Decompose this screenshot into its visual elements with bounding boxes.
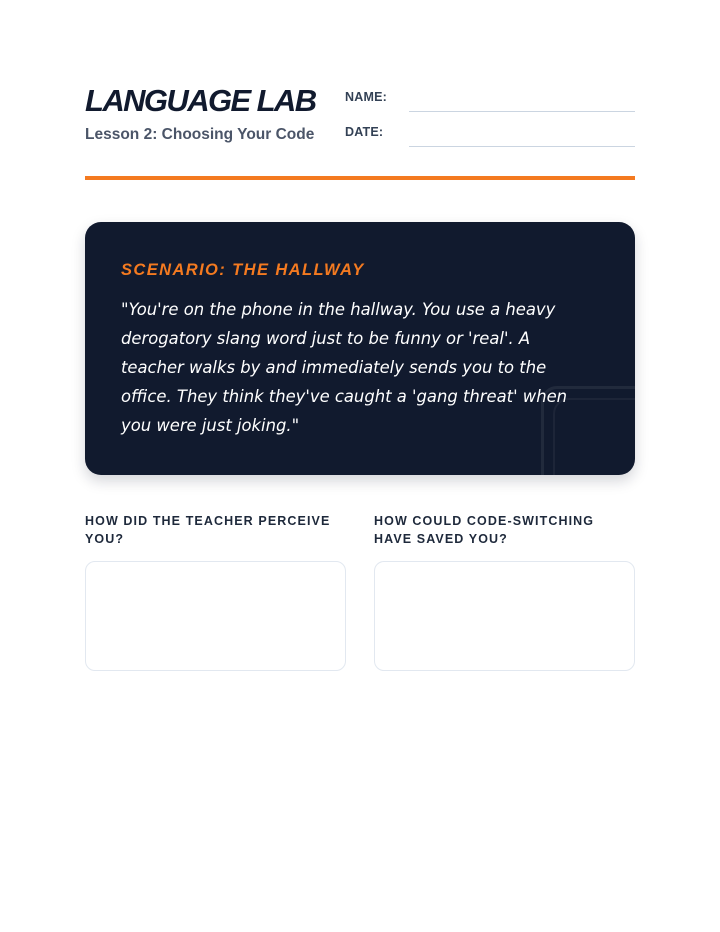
page-title: LANGUAGE LAB — [85, 83, 316, 118]
worksheet-header — [85, 82, 635, 152]
header-divider — [85, 176, 635, 180]
answer-box-code-switching[interactable] — [374, 561, 635, 671]
date-field[interactable] — [345, 121, 635, 149]
lesson-subtitle: Lesson 2: Choosing Your Code — [85, 126, 315, 143]
scenario-heading: SCENARIO: THE HALLWAY — [121, 261, 365, 279]
answer-box-teacher-perception[interactable] — [85, 561, 346, 671]
scenario-quote: "You're on the phone in the hallway. You use a heavy derogatory slang word just to be funny or 'real'. A teacher walks by and immediately sends you to the office. They think they've caught a 'gang threat' when you were just joking." — [121, 300, 568, 435]
question-teacher-perception: HOW DID THE TEACHER PERCEIVE YOU? — [85, 514, 331, 546]
worksheet-page — [85, 0, 635, 932]
scenario-card — [85, 222, 635, 475]
question-code-switching: HOW COULD CODE-SWITCHING HAVE SAVED YOU? — [374, 514, 595, 546]
date-label: DATE: — [345, 125, 384, 139]
name-label: NAME: — [345, 90, 387, 104]
name-field[interactable] — [345, 86, 635, 114]
date-line[interactable] — [409, 146, 635, 147]
name-line[interactable] — [409, 111, 635, 112]
